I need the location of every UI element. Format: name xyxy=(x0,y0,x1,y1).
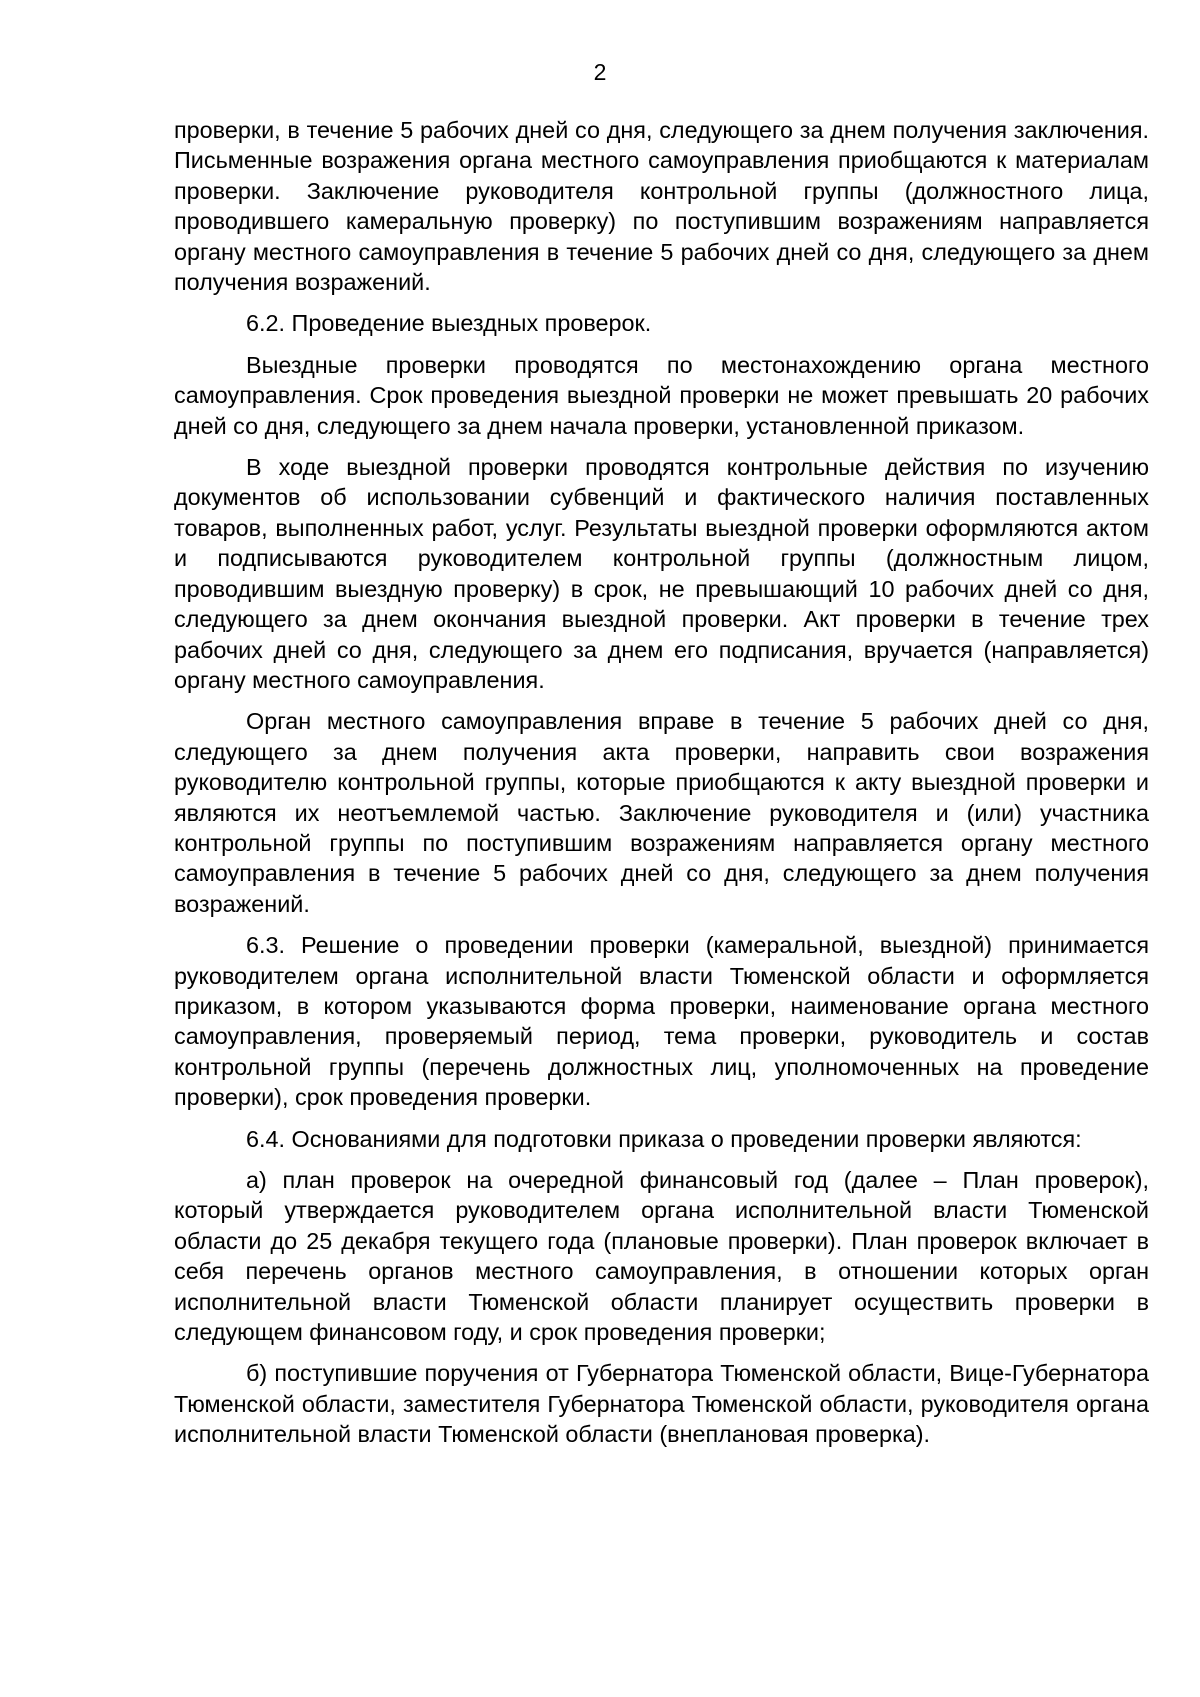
list-item-b: б) поступившие поручения от Губернатора Тюменской области, Вице-Губернатора Тюменской области, заместителя Губернатора Тюменской области, руководителя органа исполнительной власти Тюменской области (внеплановая проверка). xyxy=(174,1360,1149,1448)
paragraph: Орган местного самоуправления вправе в течение 5 рабочих дней со дня, следующего за днем получения акта проверки, направить свои возражения руководителю контрольной группы, которые приобщаются к акту выездной проверки и являются их неотъемлемой частью. Заключение руководителя и (или) участника контрольной группы по поступившим возражениям направляется органу местного самоуправления в течение 5 рабочих дней со дня, следующего за днем получения возражений. xyxy=(174,708,1149,917)
document-body xyxy=(174,115,1149,1461)
paragraph-continuation: проверки, в течение 5 рабочих дней со дня, следующего за днем получения заключения. Письменные возражения органа местного самоуправления приобщаются к материалам проверки. Заключение руководителя контрольной группы (должностного лица, проводившего камеральную проверку) по поступившим возражениям направляется органу местного самоуправления в течение 5 рабочих дней со дня, следующего за днем получения возражений. xyxy=(174,117,1149,296)
paragraph: Выездные проверки проводятся по местонахождению органа местного самоуправления. Срок проведения выездной проверки не может превышать 20 рабочих дней со дня, следующего за днем начала проверки, установленной приказом. xyxy=(174,351,1149,439)
paragraph-6-3: 6.3. Решение о проведении проверки (камеральной, выездной) принимается руководителем органа исполнительной власти Тюменской области и оформляется приказом, в котором указываются форма проверки, наименование органа местного самоуправления, проверяемый период, тема проверки, руководитель и состав контрольной группы (перечень должностных лиц, уполномоченных на проведение проверки), срок проведения проверки. xyxy=(174,932,1149,1111)
section-heading-6-2: 6.2. Проведение выездных проверок. xyxy=(246,310,652,337)
paragraph: В ходе выездной проверки проводятся контрольные действия по изучению документов об использовании субвенций и фактического наличия поставленных товаров, выполненных работ, услуг. Результаты выездной проверки оформляются актом и подписываются руководителем контрольной группы (должностным лицом, проводившим выездную проверку) в срок, не превышающий 10 рабочих дней со дня, следующего за днем окончания выездной проверки. Акт проверки в течение трех рабочих дней со дня, следующего за днем его подписания, вручается (направляется) органу местного самоуправления. xyxy=(174,454,1149,693)
page-number: 2 xyxy=(593,59,607,85)
list-item-a: а) план проверок на очередной финансовый год (далее – План проверок), который утверждается руководителем органа исполнительной власти Тюменской области до 25 декабря текущего года (плановые проверки). План проверок включает в себя перечень органов местного самоуправления, в отношении которых орган исполнительной власти Тюменской области планирует осуществить проверки в следующем финансовом году, и срок проведения проверки; xyxy=(174,1167,1149,1346)
paragraph-6-4: 6.4. Основаниями для подготовки приказа о проведении проверки являются: xyxy=(246,1125,1082,1152)
